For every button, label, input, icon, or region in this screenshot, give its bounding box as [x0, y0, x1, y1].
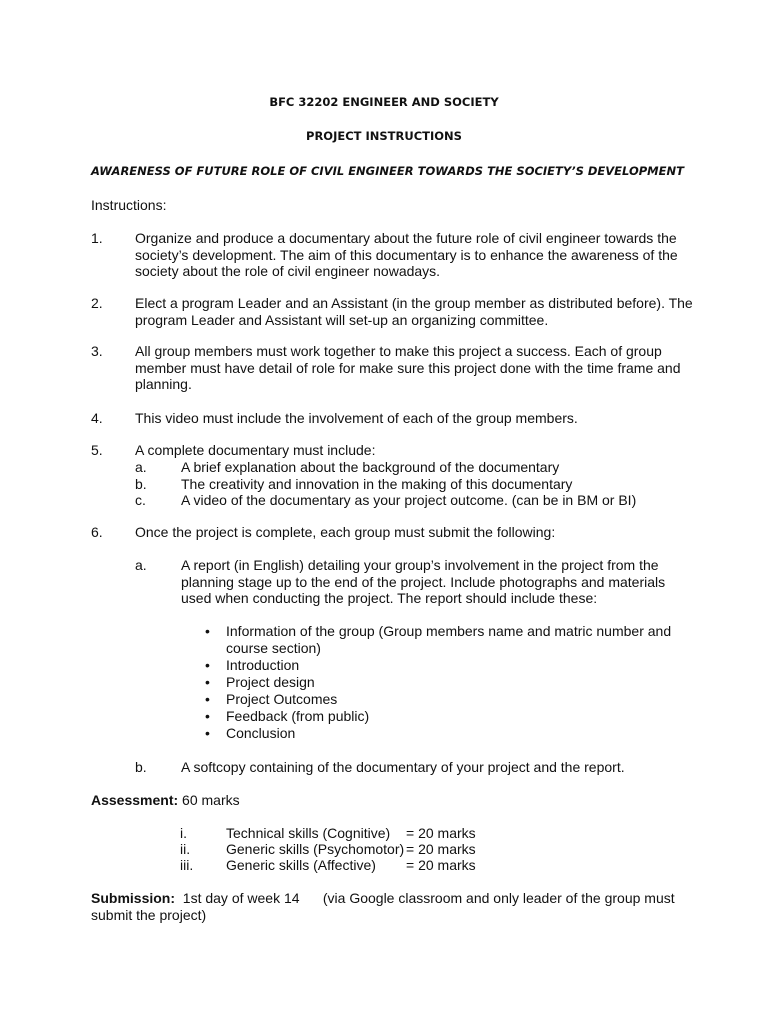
criteria-marks: = 20 marks: [406, 857, 476, 873]
sub-text: A softcopy containing of the documentary of your project and the report.: [181, 759, 625, 775]
document-title: BFC 32202 ENGINEER AND SOCIETY: [269, 95, 499, 109]
document-subtitle: PROJECT INSTRUCTIONS: [306, 129, 462, 143]
submission-line: [91, 890, 681, 923]
criteria-description: Generic skills (Affective): [226, 857, 376, 873]
item-number: 4.: [91, 410, 103, 426]
item-number: 2.: [91, 295, 103, 311]
sub-text: A report (in English) detailing your group’s involvement in the project from the planning stage up to the end of the project. Include photographs and materials used when conducting the project. The report should include these:: [181, 557, 666, 606]
criteria-marks: = 20 marks: [406, 825, 476, 841]
criteria-numeral: ii.: [180, 841, 191, 857]
item-text: Elect a program Leader and an Assistant (in the group member as distributed before). The program Leader and Assistant will set-up an organizing committee.: [135, 295, 693, 328]
list-item: • Conclusion: [205, 725, 685, 742]
item-text: This video must include the involvement of each of the group members.: [135, 410, 578, 426]
sub-letter: a.: [135, 557, 147, 573]
criteria-numeral: iii.: [180, 857, 194, 873]
sub-letter: b.: [135, 476, 147, 492]
sub-letter: a.: [135, 459, 147, 475]
sub-letter: c.: [135, 492, 146, 508]
sub-text: The creativity and innovation in the making of this documentary: [181, 476, 573, 492]
item-text: All group members must work together to make this project a success. Each of group member must have detail of role for make sure this project done with the time frame and planning.: [135, 343, 681, 392]
criteria-marks: = 20 marks: [406, 841, 476, 857]
sub-letter: b.: [135, 759, 147, 775]
item-number: 1.: [91, 230, 103, 246]
submission-label: Submission:: [91, 890, 176, 906]
item-number: 5.: [91, 442, 103, 458]
list-item: • Feedback (from public): [205, 708, 685, 725]
assessment-line: [91, 792, 240, 808]
item-text: A complete documentary must include:: [135, 442, 376, 458]
assessment-value: 60 marks: [178, 792, 240, 808]
item-text: Organize and produce a documentary about the future role of civil engineer towards the society’s development. The aim of this documentary is to enhance the awareness of the society about the role of civil engineer nowadays.: [135, 230, 678, 279]
submission-text: 1st day of week 14 (via Google classroom and only leader of the group must submit the project): [91, 890, 679, 923]
list-item: • Information of the group (Group members name and matric number and course section): [205, 623, 685, 657]
report-contents-list: [205, 623, 685, 742]
sub-text: A brief explanation about the background of the documentary: [181, 459, 560, 475]
instructions-label: Instructions:: [91, 197, 167, 213]
sub-text: A video of the documentary as your project outcome. (can be in BM or BI): [181, 492, 637, 508]
item-text: Once the project is complete, each group must submit the following:: [135, 524, 556, 540]
list-item: • Project design: [205, 674, 685, 691]
list-item: • Project Outcomes: [205, 691, 685, 708]
criteria-description: Technical skills (Cognitive): [226, 825, 391, 841]
assessment-label: Assessment:: [91, 792, 179, 808]
project-heading: AWARENESS OF FUTURE ROLE OF CIVIL ENGINEER TOWARDS THE SOCIETY’S DEVELOPMENT: [91, 164, 684, 178]
item-number: 3.: [91, 343, 103, 359]
list-item: • Introduction: [205, 657, 685, 674]
item-number: 6.: [91, 524, 103, 540]
criteria-numeral: i.: [180, 825, 187, 841]
criteria-description: Generic skills (Psychomotor): [226, 841, 405, 857]
